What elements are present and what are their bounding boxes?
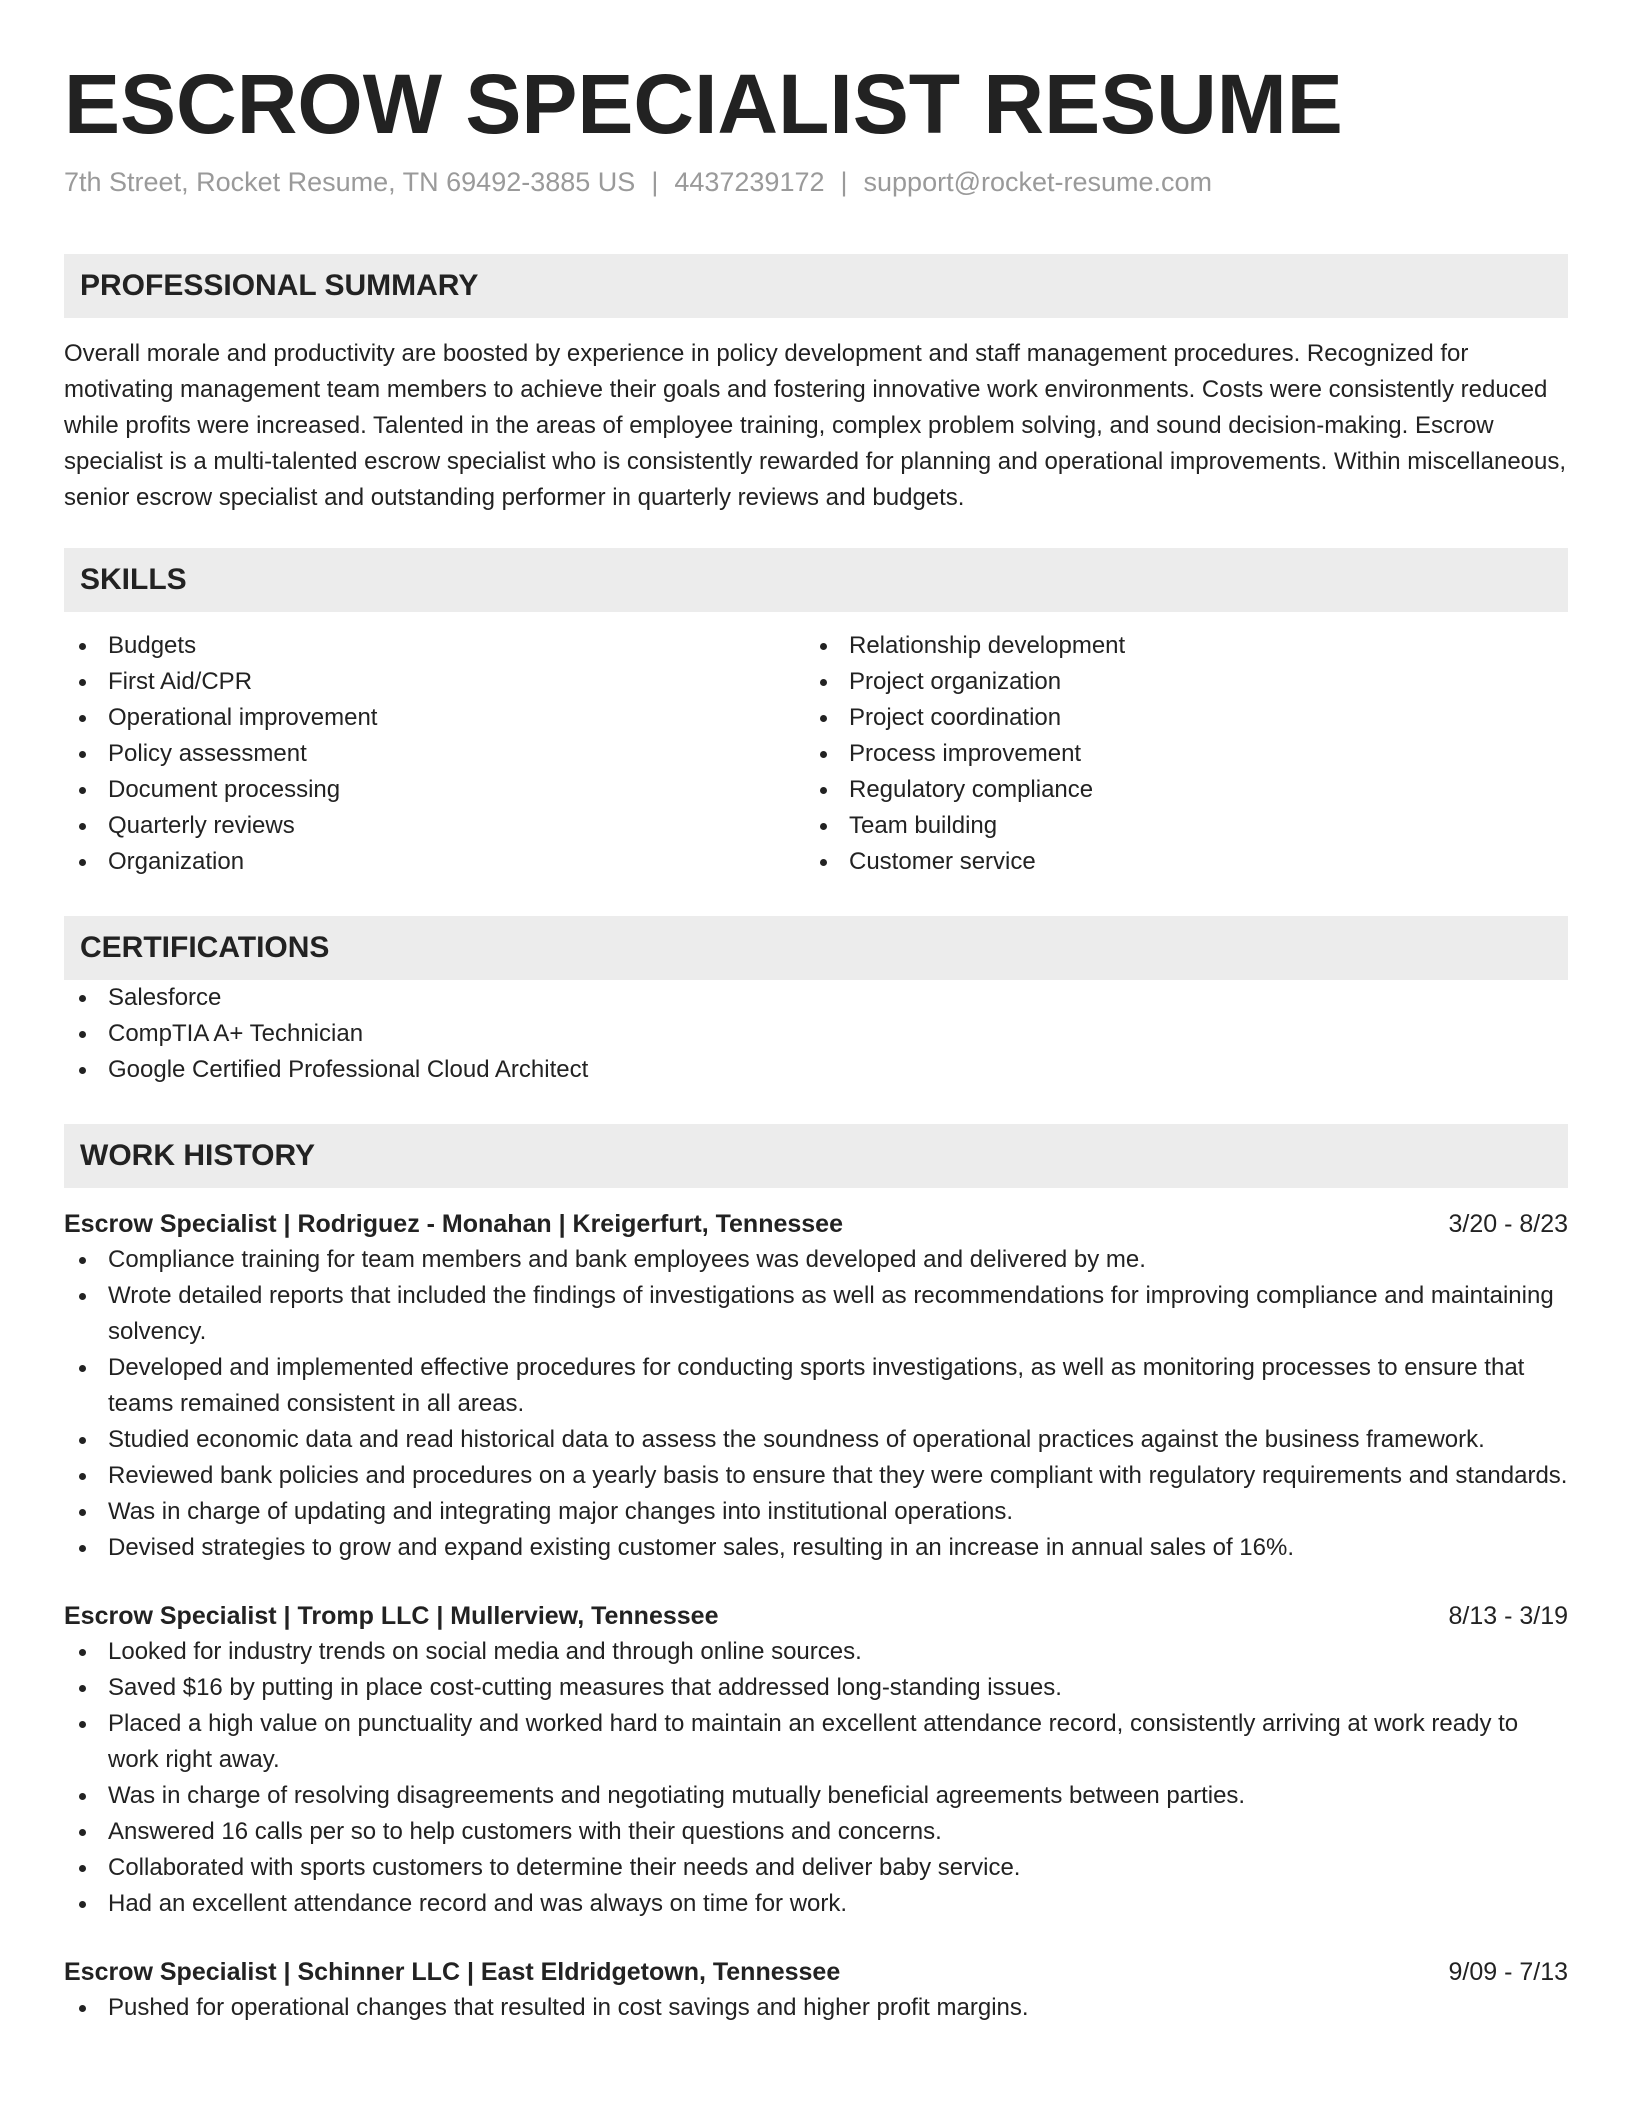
job-header xyxy=(64,1598,1568,1634)
skill-item: Operational improvement xyxy=(64,700,805,736)
summary-paragraph: Overall morale and productivity are boosted by experience in policy development and staff management procedures. Recognized for motivating management team members to achieve their goals and fostering innovative work environments. Costs were consistently reduced while profits were increased. Talented in the areas of employee training, complex problem solving, and sound decision-making. Escrow specialist is a multi-talented escrow specialist who is consistently rewarded for planning and operational improvements. Within miscellaneous, senior escrow specialist and outstanding performer in quarterly reviews and budgets. xyxy=(64,340,1567,511)
job-bullet: Devised strategies to grow and expand existing customer sales, resulting in an increase in annual sales of 16%. xyxy=(64,1530,1568,1566)
section-heading-skills: SKILLS xyxy=(64,548,1568,612)
job-header xyxy=(64,1954,1568,1990)
job-bullet: Had an excellent attendance record and was always on time for work. xyxy=(64,1886,1568,1922)
skill-item: Team building xyxy=(805,808,1546,844)
contact-separator: | xyxy=(840,167,848,197)
skill-item: First Aid/CPR xyxy=(64,664,805,700)
job-bullet-list xyxy=(64,1990,1568,2026)
job-bullet: Placed a high value on punctuality and worked hard to maintain an excellent attendance record, consistently arriving at work ready to work right away. xyxy=(64,1706,1568,1778)
job-bullet: Studied economic data and read historical data to assess the soundness of operational practices against the business framework. xyxy=(64,1422,1568,1458)
skill-item: Policy assessment xyxy=(64,736,805,772)
resume-page xyxy=(64,0,1568,2026)
skill-item: Quarterly reviews xyxy=(64,808,805,844)
job-bullet: Was in charge of updating and integrating major changes into institutional operations. xyxy=(64,1494,1568,1530)
job-header xyxy=(64,1206,1568,1242)
contact-address: 7th Street, Rocket Resume, TN 69492-3885 US xyxy=(64,167,636,197)
section-heading-professional-summary: PROFESSIONAL SUMMARY xyxy=(64,254,1568,318)
job-entry xyxy=(64,1598,1568,1922)
contact-phone[interactable]: 4437239172 xyxy=(674,167,825,197)
job-title: Escrow Specialist | Rodriguez - Monahan | Kreigerfurt, Tennessee xyxy=(64,1210,843,1238)
certifications-list xyxy=(64,980,1568,1088)
certification-item: Google Certified Professional Cloud Architect xyxy=(64,1052,1568,1088)
job-bullet: Wrote detailed reports that included the findings of investigations as well as recommendations for improving compliance and maintaining solvency. xyxy=(64,1278,1568,1350)
skills-column-left xyxy=(64,628,805,880)
job-bullet-list xyxy=(64,1242,1568,1566)
job-bullet: Was in charge of resolving disagreements and negotiating mutually beneficial agreements between parties. xyxy=(64,1778,1568,1814)
job-bullet: Developed and implemented effective procedures for conducting sports investigations, as well as monitoring processes to ensure that teams remained consistent in all areas. xyxy=(64,1350,1568,1422)
job-bullet: Reviewed bank policies and procedures on a yearly basis to ensure that they were compliant with regulatory requirements and standards. xyxy=(64,1458,1568,1494)
skill-item: Project organization xyxy=(805,664,1546,700)
job-title: Escrow Specialist | Tromp LLC | Mullerview, Tennessee xyxy=(64,1602,719,1630)
job-entry xyxy=(64,1954,1568,2026)
skill-item: Organization xyxy=(64,844,805,880)
resume-title: ESCROW SPECIALIST RESUME xyxy=(64,57,1343,151)
skill-item: Process improvement xyxy=(805,736,1546,772)
skill-item: Customer service xyxy=(805,844,1546,880)
job-dates: 8/13 - 3/19 xyxy=(1448,1602,1568,1630)
contact-email[interactable]: support@rocket-resume.com xyxy=(863,167,1213,197)
job-bullet: Saved $16 by putting in place cost-cutting measures that addressed long-standing issues. xyxy=(64,1670,1568,1706)
skill-item: Document processing xyxy=(64,772,805,808)
job-bullet: Looked for industry trends on social media and through online sources. xyxy=(64,1634,1568,1670)
skill-item: Budgets xyxy=(64,628,805,664)
job-bullet: Answered 16 calls per so to help customers with their questions and concerns. xyxy=(64,1814,1568,1850)
job-entry xyxy=(64,1206,1568,1566)
skill-item: Project coordination xyxy=(805,700,1546,736)
skill-item: Regulatory compliance xyxy=(805,772,1546,808)
job-bullet-list xyxy=(64,1634,1568,1922)
skills-column-right xyxy=(805,628,1546,880)
job-dates: 9/09 - 7/13 xyxy=(1448,1958,1568,1986)
section-heading-work-history: WORK HISTORY xyxy=(64,1124,1568,1188)
contact-line xyxy=(64,162,1568,202)
job-bullet: Collaborated with sports customers to determine their needs and deliver baby service. xyxy=(64,1850,1568,1886)
job-bullet: Pushed for operational changes that resulted in cost savings and higher profit margins. xyxy=(64,1990,1568,2026)
skills-list-left xyxy=(64,628,805,880)
certification-item: Salesforce xyxy=(64,980,1568,1016)
skills-list-right xyxy=(805,628,1546,880)
certification-item: CompTIA A+ Technician xyxy=(64,1016,1568,1052)
job-dates: 3/20 - 8/23 xyxy=(1448,1210,1568,1238)
job-title: Escrow Specialist | Schinner LLC | East Eldridgetown, Tennessee xyxy=(64,1958,841,1986)
section-heading-certifications: CERTIFICATIONS xyxy=(64,916,1568,980)
skill-item: Relationship development xyxy=(805,628,1546,664)
skills-grid xyxy=(64,628,1568,880)
contact-separator: | xyxy=(651,167,659,197)
job-bullet: Compliance training for team members and bank employees was developed and delivered by me. xyxy=(64,1242,1568,1278)
